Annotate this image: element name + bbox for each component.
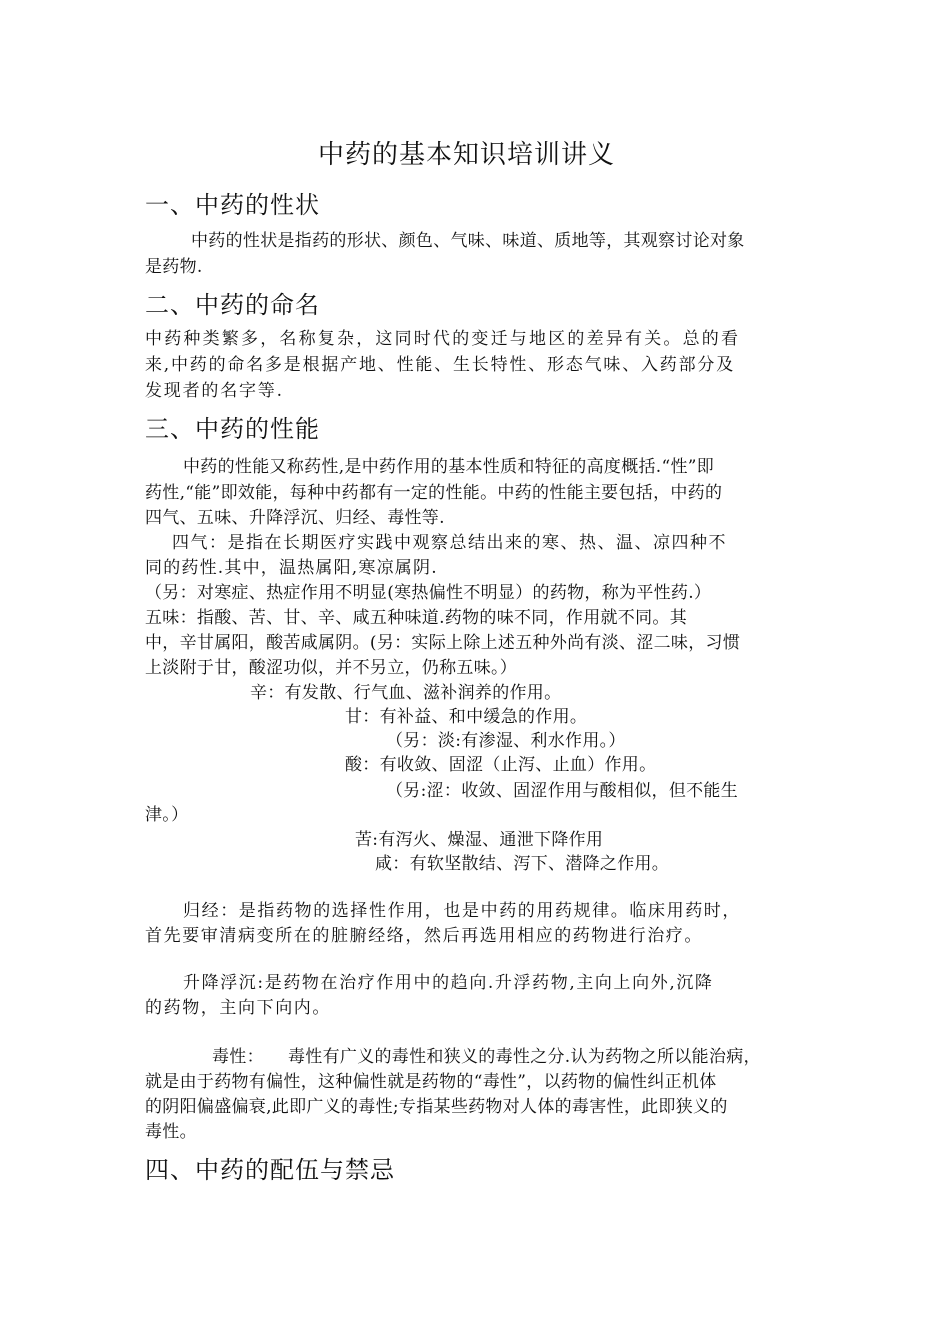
paragraph-line: 四气、五味、升降浮沉、归经、毒性等. (145, 508, 445, 528)
taste-line-xian: 咸：有软坚散结、泻下、潜降之作用。 (375, 854, 670, 874)
paragraph-line: 中，辛甘属阳，酸苦咸属阴。(另：实际上除上述五种外尚有淡、涩二味，习惯 (145, 633, 741, 653)
document-title: 中药的基本知识培训讲义 (318, 140, 616, 170)
taste-line-suan: 酸：有收敛、固涩（止泻、止血）作用。 (345, 755, 657, 775)
paragraph-line: （另：对寒症、热症作用不明显(寒热偏性不明显）的药物，称为平性药.） (145, 583, 712, 603)
paragraph-line: 是药物. (145, 257, 203, 277)
section-heading: 四、中药的配伍与禁忌 (145, 1156, 395, 1184)
paragraph-line: 的药物，主向下向内。 (145, 998, 331, 1018)
taste-line-gan: 甘：有补益、和中缓急的作用。 (345, 707, 588, 727)
paragraph-line: 药性,“能”即效能，每种中药都有一定的性能。中药的性能主要包括，中药的 (145, 483, 723, 503)
section-heading: 二、中药的命名 (145, 291, 320, 319)
paragraph-line: 上淡附于甘，酸涩功似，并不另立，仍称五味。） (145, 658, 518, 678)
paragraph-line: 津。） (145, 805, 189, 825)
paragraph-line: 毒性有广义的毒性和狭义的毒性之分.认为药物之所以能治病， (288, 1047, 761, 1067)
taste-line-dan-note: （另：淡:有渗湿、利水作用。） (386, 731, 626, 751)
paragraph-line: 中药种类繁多，名称复杂，这同时代的变迁与地区的差异有关。总的看 (145, 329, 741, 349)
paragraph-line: 中药的性能又称药性,是中药作用的基本性质和特征的高度概括.“性”即 (183, 457, 715, 477)
section-heading: 三、中药的性能 (145, 415, 320, 443)
paragraph-line: 就是由于药物有偏性，这种偏性就是药物的“毒性”，以药物的偏性纠正机体 (145, 1072, 717, 1092)
paragraph-line: 归经：是指药物的选择性作用，也是中药的用药规律。临床用药时， (183, 901, 741, 921)
paragraph-line: 四气：是指在长期医疗实践中观察总结出来的寒、热、温、凉四种不 (172, 533, 727, 553)
paragraph-line: 首先要审清病变所在的脏腑经络，然后再选用相应的药物进行治疗。 (145, 926, 703, 946)
paragraph-line: 五味：指酸、苦、甘、辛、咸五种味道.药物的味不同，作用就不同。其 (145, 608, 688, 628)
paragraph-line: 升降浮沉:是药物在治疗作用中的趋向.升浮药物,主向上向外,沉降 (183, 973, 714, 993)
paragraph-line: 来,中药的命名多是根据产地、性能、生长特性、形态气味、入药部分及 (145, 355, 736, 375)
paragraph-line: 的阴阳偏盛偏衰,此即广义的毒性;专指某些药物对人体的毒害性，此即狭义的 (145, 1097, 728, 1117)
taste-line-ku: 苦:有泻火、燥湿、通泄下降作用 (355, 830, 604, 850)
toxicity-label: 毒性： (212, 1047, 264, 1067)
paragraph-line: 毒性。 (145, 1122, 197, 1142)
paragraph-line: 发现者的名字等. (145, 381, 284, 401)
taste-line-se-note: （另:涩：收敛、固涩作用与酸相似，但不能生 (386, 781, 739, 801)
taste-line-xin: 辛：有发散、行气血、滋补润养的作用。 (250, 683, 562, 703)
section-heading: 一、中药的性状 (145, 191, 320, 219)
paragraph-line: 中药的性状是指药的形状、颜色、气味、味道、质地等，其观察讨论对象 (191, 231, 745, 251)
paragraph-line: 同的药性.其中，温热属阳,寒凉属阴. (145, 558, 438, 578)
